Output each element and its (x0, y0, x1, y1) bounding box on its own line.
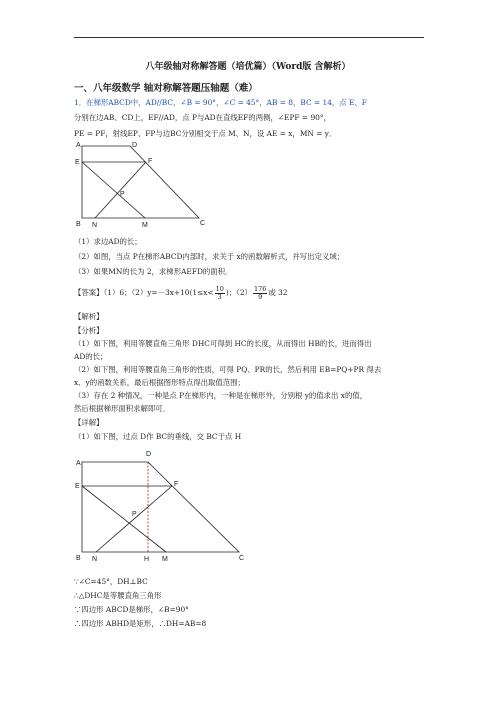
question-3: （3）如果MN的长为 2，求梯形AEFD的面积． (74, 267, 233, 276)
proof-line-3: ∵四边形 ABCD是梯形，∠B=90° (74, 605, 189, 614)
answer-fraction-1 (215, 286, 225, 301)
answer-mid: )；（2） (225, 288, 252, 297)
proof-line-2: ∴△DHC是等腰直角三角形 (74, 591, 162, 600)
fig2-label-b: B (76, 555, 81, 562)
question-2: （2）如图，当点 P在梯形ABCD内部时，求关于 x的函数解析式，并写出定义域； (74, 252, 345, 261)
problem-line-2: 分别在边AB、CD上，EF//AD，点 P与AD在直线EF的两侧，∠EPF = 90°， (74, 113, 331, 122)
fig1-label-c: C (200, 220, 206, 227)
answer-line (74, 285, 288, 301)
fenxi-2a: （2）如下图，利用等腰直角三角形的性质，可得 PQ、PR的长，然后利用 EB=PQ+PR 得去 (74, 365, 382, 374)
jiexi-heading: 【解析】 (74, 312, 104, 321)
fraction-2-numerator: 176 (253, 284, 267, 293)
fig2-label-m: M (162, 556, 168, 563)
fig1-label-f: F (148, 158, 153, 165)
fig1-label-n: N (92, 222, 98, 229)
fig1-label-m: M (142, 222, 148, 229)
proof-line-1: ∵∠C=45°，DH⊥BC (74, 577, 148, 586)
fig2-label-e: E (75, 483, 80, 490)
header-rule (74, 37, 424, 38)
fig1-label-e: E (75, 159, 80, 166)
fig2-label-d: D (146, 451, 152, 458)
question-1: （1）求边AD的长； (74, 237, 142, 246)
fenxi-1b: AD的长； (74, 352, 108, 361)
fig2-label-h: H (144, 556, 150, 563)
answer-suffix: 或 32 (268, 288, 288, 297)
fraction-2-denominator: 9 (258, 292, 263, 301)
problem-line-1: 1．在梯形ABCD中，AD//BC，∠B = 90°，∠C = 45°，AB = 8，BC = 14，点 E、F (74, 98, 367, 107)
fenxi-1a: （1）如下图，利用等腰直角三角形 DHC可得到 HC的长度，从而得出 HB的长，进而得出 (74, 339, 372, 348)
fenxi-heading: 【分析】 (74, 326, 104, 335)
fraction-1-numerator: 10 (215, 284, 224, 293)
fig1-label-a: A (76, 142, 81, 149)
answer-fraction-2 (253, 286, 267, 301)
fig2-label-p: P (132, 511, 137, 518)
proof-line-4: ∴四边形 ABHD是矩形，∴DH=AB=8 (74, 619, 207, 628)
section-heading: 一、八年级数学 轴对称解答题压轴题（难） (74, 83, 258, 94)
fig2-label-a: A (76, 460, 81, 467)
answer-prefix: 【答案】（1）6；（2）y=－3x+10(1≤x< (74, 288, 214, 297)
fenxi-2b: x、y的函数关系，最后根据图形特点得出取值范围； (74, 378, 245, 387)
detail-1: （1）如下图，过点 D作 BC的垂线，交 BC于点 H (74, 432, 242, 441)
figure-1-diagram (74, 140, 214, 232)
fig2-label-n: N (92, 556, 98, 563)
problem-line-3: PE = PF，射线EP、FP与边BC分别相交于点 M、N，设 AE = x，MN = y． (74, 129, 337, 138)
fig1-label-b: B (76, 221, 81, 228)
figure-2-diagram (74, 446, 252, 566)
fraction-1-denominator: 3 (217, 292, 222, 301)
fig2-label-f: F (174, 481, 179, 488)
fig1-label-d: D (132, 142, 138, 149)
fenxi-3b: 然后根据梯形面积求解即可． (74, 404, 171, 413)
fenxi-3a: （3）存在 2 种情况，一种是点 P在梯形内，一种是在梯形外，分别根 y的值求出 x的值， (74, 391, 368, 400)
fig1-label-p: P (120, 191, 125, 198)
document-title: 八年级轴对称解答题（培优篇）（Word版 含解析） (145, 62, 351, 72)
fig2-label-c: C (239, 555, 245, 562)
xiangjie-heading: 【详解】 (74, 418, 104, 427)
